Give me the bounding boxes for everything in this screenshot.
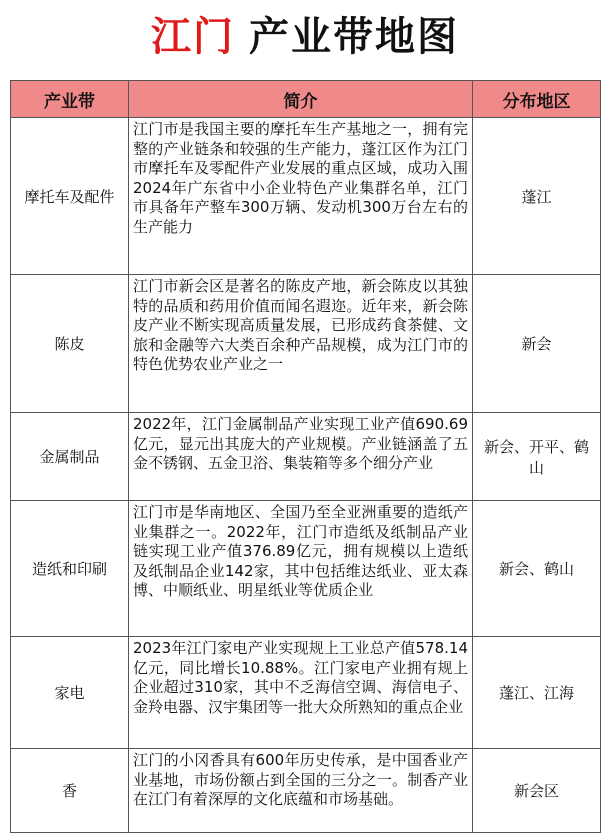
industry-table: [10, 80, 601, 833]
industry-intro: 江门市是我国主要的摩托车生产基地之一，拥有完整的产业链条和较强的生产能力，蓬江区作为江门市摩托车及零配件产业发展的重点区域，成功入围2024年广东省中小企业特色产业集群名单，江门市具备年产整车300万辆、发动机300万台左右的生产能力: [129, 118, 473, 275]
table-row: [11, 118, 601, 275]
industry-intro: 江门市是华南地区、全国乃至全亚洲重要的造纸产业集群之一。2022年，江门市造纸及纸制品产业链实现工业产值376.89亿元，拥有规模以上造纸及纸制品企业142家，其中包括维达纸业、亚太森博、中顺纸业、明星纸业等优质企业: [129, 501, 473, 637]
header-industry: 产业带: [11, 81, 129, 118]
industry-intro: 2023年江门家电产业实现规上工业总产值578.14亿元，同比增长10.88%。江门家电产业拥有规上企业超过310家，其中不乏海信空调、海信电子、金羚电器、汉宇集团等一批大众所熟知的重点企业: [129, 637, 473, 749]
industry-area: 新会区: [473, 749, 601, 833]
table-row: [11, 275, 601, 413]
table-row: [11, 413, 601, 501]
industry-name: 造纸和印刷: [11, 501, 129, 637]
industry-name: 陈皮: [11, 275, 129, 413]
industry-intro: 2022年，江门金属制品产业实现工业产值690.69亿元，显元出其庞大的产业规模。产业链涵盖了五金不锈钢、五金卫浴、集装箱等多个细分产业: [129, 413, 473, 501]
industry-area: 蓬江: [473, 118, 601, 275]
header-intro: 简介: [129, 81, 473, 118]
table-header-row: [11, 81, 601, 118]
industry-area: 蓬江、江海: [473, 637, 601, 749]
table-row: [11, 749, 601, 833]
industry-name: 香: [11, 749, 129, 833]
industry-name: 家电: [11, 637, 129, 749]
page-title: [0, 0, 610, 66]
industry-area: 新会: [473, 275, 601, 413]
industry-area: 新会、开平、鹤山: [473, 413, 601, 501]
industry-area: 新会、鹤山: [473, 501, 601, 637]
industry-name: 摩托车及配件: [11, 118, 129, 275]
title-city: 江门: [151, 13, 235, 60]
table-row: [11, 501, 601, 637]
table-row: [11, 637, 601, 749]
header-area: 分布地区: [473, 81, 601, 118]
industry-intro: 江门的小冈香具有600年历史传承，是中国香业产业基地，市场份额占到全国的三分之一。制香产业在江门有着深厚的文化底蕴和市场基础。: [129, 749, 473, 833]
industry-name: 金属制品: [11, 413, 129, 501]
title-rest: 产业带地图: [249, 13, 459, 60]
industry-intro: 江门市新会区是著名的陈皮产地，新会陈皮以其独特的品质和药用价值而闻名遐迩。近年来，新会陈皮产业不断实现高质量发展，已形成药食茶健、文旅和金融等六大类百余种产品规模，成为江门市的特色优势农业产业之一: [129, 275, 473, 413]
